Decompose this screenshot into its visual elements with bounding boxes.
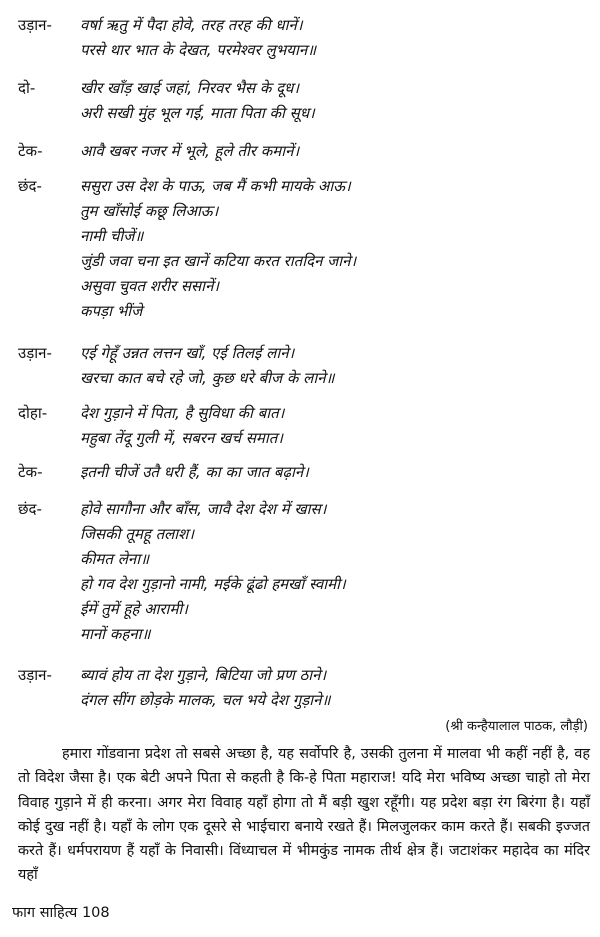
stanza-tek-1 bbox=[0, 138, 600, 163]
stanza-tek-2 bbox=[0, 459, 600, 484]
verse-text: ससुरा उस देश के पाऊ, जब मैं कभी मायके आऊ। bbox=[80, 176, 351, 195]
stanza-doha bbox=[0, 400, 600, 450]
verse-line bbox=[0, 546, 600, 571]
verse-line bbox=[0, 198, 600, 223]
verse-line bbox=[0, 662, 600, 687]
verse-text: खरचा कात बचे रहे जो, कुछ धरे बीज के लाने॥ bbox=[80, 368, 335, 387]
stanza-label: उड़ान- bbox=[18, 665, 52, 684]
verse-text: जिसकी तूमहू तलाश। bbox=[80, 524, 195, 543]
stanza-label: टेक- bbox=[18, 141, 43, 160]
verse-line bbox=[0, 596, 600, 621]
verse-text: महुबा तेंदू गुली में, सबरन खर्च समात। bbox=[80, 428, 283, 447]
stanza-udaan-2 bbox=[0, 340, 600, 390]
verse-text: एई गेहूँ उन्नत लत्तन खाँ, एई तिलई लाने। bbox=[80, 343, 295, 362]
verse-line bbox=[0, 365, 600, 390]
verse-text: कपड़ा भींजे bbox=[80, 301, 143, 320]
verse-line bbox=[0, 340, 600, 365]
verse-text: दंगल सींग छोड़के मालक, चल भये देश गुड़ाने॥ bbox=[80, 690, 331, 709]
verse-text: मानों कहना॥ bbox=[80, 624, 151, 643]
stanza-label: उड़ान- bbox=[18, 343, 52, 362]
author-credit: (श्री कन्हैयालाल पाठक, लौड़ी) bbox=[445, 719, 588, 734]
verse-text: खीर खाँड़ खाई जहां, निरवर भैस के दूध। bbox=[80, 78, 300, 97]
stanza-label: छंद- bbox=[18, 499, 42, 518]
verse-line bbox=[0, 138, 600, 163]
verse-text: आवै खबर नजर में भूले, हूले तीर कमानें। bbox=[80, 141, 300, 160]
verse-line bbox=[0, 521, 600, 546]
page-footer: फाग साहित्य 108 bbox=[12, 905, 110, 921]
verse-line bbox=[0, 223, 600, 248]
verse-text: असुवा चुवत शरीर ससानें। bbox=[80, 276, 220, 295]
verse-text: कीमत लेना॥ bbox=[80, 549, 150, 568]
verse-line bbox=[0, 425, 600, 450]
stanza-udaan-1 bbox=[0, 12, 600, 62]
verse-line bbox=[0, 75, 600, 100]
verse-line bbox=[0, 173, 600, 198]
body-paragraph: हमारा गोंडवाना प्रदेश तो सबसे अच्छा है, यह सर्वोपरि है, उसकी तुलना में मालवा भी कहीं नहीं है, वह तो विदेश जैसा है। एक बेटी अपने पिता से कहती है कि-हे पिता महाराज! यदि मेरा भविष्य अच्छा चाहो तो मेरा विवाह गुड़ाने में ही करना। अगर मेरा विवाह यहाँ होगा तो मैं बड़ी खुश रहूँगी। यह प्रदेश बड़ा रंग बिरंगा है। यहाँ कोई दुख नहीं है। यहाँ के लोग एक दूसरे से भाईचारा बनाये रखते हैं। मिलजुलकर काम करते हैं। सबकी इज्जत करते हैं। धर्मपरायण हैं यहाँ के निवासी। विंध्याचल में भीमकुंड नामक तीर्थ क्षेत्र हैं। जटाशंकर महादेव का मंदिर यहाँ bbox=[18, 746, 590, 884]
stanza-label: उड़ान- bbox=[18, 15, 52, 34]
stanza-udaan-3 bbox=[0, 662, 600, 712]
verse-line bbox=[0, 687, 600, 712]
verse-text: ईमें तुमें हूहे आरामी। bbox=[80, 599, 188, 618]
verse-text: वर्षा ऋतु में पैदा होवे, तरह तरह की धानें। bbox=[80, 15, 303, 34]
verse-line bbox=[0, 621, 600, 646]
verse-line bbox=[0, 496, 600, 521]
stanza-do bbox=[0, 75, 600, 125]
verse-text: होवे सागौना और बाँस, जावै देश देश में खास। bbox=[80, 499, 327, 518]
verse-line bbox=[0, 298, 600, 323]
verse-text: जुंडी जवा चना इत खानें कटिया करत रातदिन जाने। bbox=[80, 251, 357, 270]
stanza-chhand-2 bbox=[0, 496, 600, 646]
verse-text: अरी सखी मुंह भूल गई, माता पिता की सूध। bbox=[80, 103, 315, 122]
verse-text: देश गुड़ाने में पिता, है सुविधा की बात। bbox=[80, 403, 285, 422]
verse-text: तुम खाँसोई कछू लिआऊ। bbox=[80, 201, 219, 220]
stanza-label: छंद- bbox=[18, 176, 42, 195]
verse-line bbox=[0, 248, 600, 273]
verse-text: इतनी चीजें उतै धरी हैं, का का जात बढ़ाने। bbox=[80, 462, 309, 481]
stanza-label: दोहा- bbox=[18, 403, 48, 422]
verse-text: परसे थार भात के देखत, परमेश्वर लुभयान॥ bbox=[80, 40, 317, 59]
stanza-label: टेक- bbox=[18, 462, 43, 481]
verse-text: नामी चीजें॥ bbox=[80, 226, 144, 245]
verse-line bbox=[0, 571, 600, 596]
verse-line bbox=[0, 400, 600, 425]
verse-line bbox=[0, 12, 600, 37]
verse-line bbox=[0, 273, 600, 298]
verse-line bbox=[0, 100, 600, 125]
verse-text: हो गव देश गुड़ानो नामी, मईके ढूंढो हमखाँ स्वामी। bbox=[80, 574, 346, 593]
verse-line bbox=[0, 37, 600, 62]
stanza-label: दो- bbox=[18, 78, 36, 97]
verse-line bbox=[0, 459, 600, 484]
verse-text: ब्यावं होय ता देश गुड़ाने, बिटिया जो प्रण ठाने। bbox=[80, 665, 327, 684]
stanza-chhand-1 bbox=[0, 173, 600, 323]
